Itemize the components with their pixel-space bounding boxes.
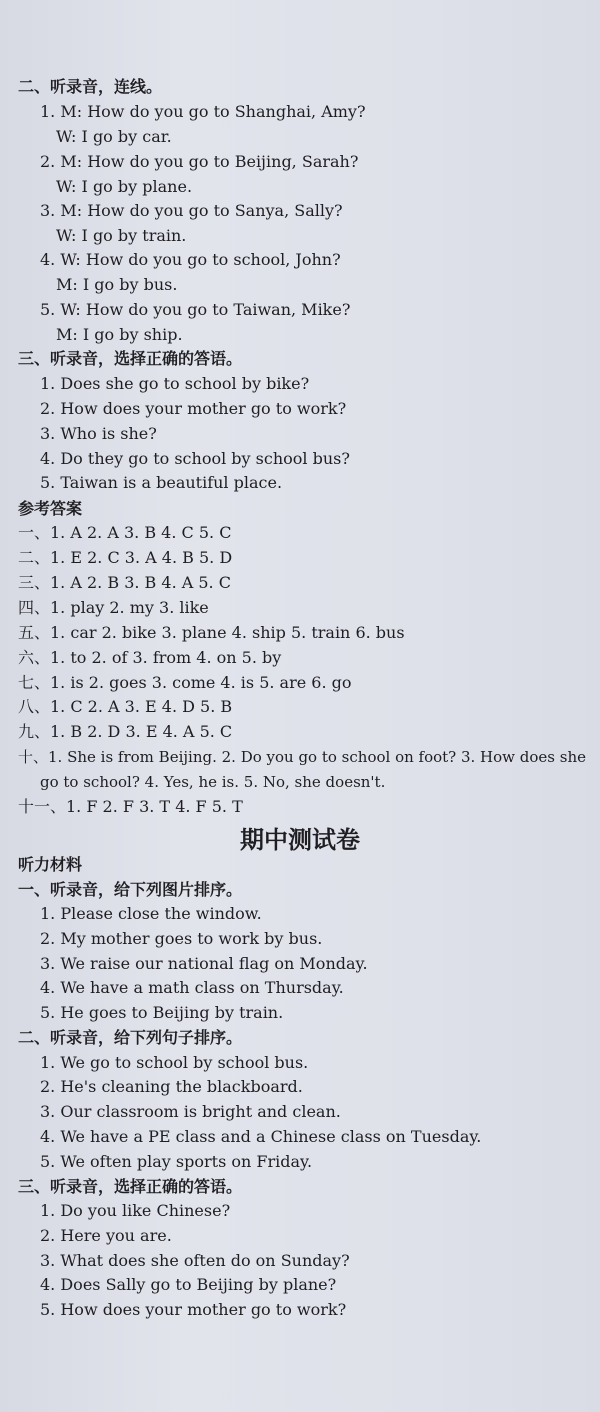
answer-line: 二、1. E 2. C 3. A 4. B 5. D [18, 548, 233, 567]
sentence-line: 4. We have a PE class and a Chinese class on Tuesday. [40, 1127, 482, 1146]
dialogue-line: M: I go by bus. [56, 275, 178, 294]
question-line: 1. Do you like Chinese? [40, 1201, 231, 1220]
listening-material-heading: 听力材料 [18, 855, 83, 874]
answer-line: go to school? 4. Yes, he is. 5. No, she doesn't. [40, 773, 386, 791]
answer-line: 六、1. to 2. of 3. from 4. on 5. by [18, 648, 282, 667]
sentence-line: 2. My mother goes to work by bus. [40, 929, 323, 948]
midterm-title: 期中测试卷 [240, 826, 360, 854]
dialogue-line: 2. M: How do you go to Beijing, Sarah? [40, 152, 359, 171]
sentence-line: 1. We go to school by school bus. [40, 1053, 309, 1072]
question-line: 4. Does Sally go to Beijing by plane? [40, 1275, 337, 1294]
dialogue-line: W: I go by car. [56, 127, 172, 146]
sentence-line: 5. We often play sports on Friday. [40, 1152, 313, 1171]
section-heading: 三、听录音，选择正确的答语。 [18, 349, 243, 368]
question-line: 2. Here you are. [40, 1226, 172, 1245]
sentence-line: 5. He goes to Beijing by train. [40, 1003, 284, 1022]
sentence-line: 3. Our classroom is bright and clean. [40, 1102, 341, 1121]
answer-line: 七、1. is 2. goes 3. come 4. is 5. are 6. go [18, 673, 352, 692]
sentence-line: 3. We raise our national flag on Monday. [40, 954, 368, 973]
answer-line: 三、1. A 2. B 3. B 4. A 5. C [18, 573, 231, 592]
answer-key-heading: 参考答案 [18, 499, 83, 518]
answer-line: 五、1. car 2. bike 3. plane 4. ship 5. train 6. bus [18, 623, 405, 642]
section-heading: 三、听录音，选择正确的答语。 [18, 1177, 243, 1196]
dialogue-line: 5. W: How do you go to Taiwan, Mike? [40, 300, 351, 319]
dialogue-line: W: I go by plane. [56, 177, 193, 196]
dialogue-line: 4. W: How do you go to school, John? [40, 250, 341, 269]
answer-line: 九、1. B 2. D 3. E 4. A 5. C [18, 722, 233, 741]
question-line: 2. How does your mother go to work? [40, 399, 347, 418]
question-line: 5. How does your mother go to work? [40, 1300, 347, 1319]
question-line: 5. Taiwan is a beautiful place. [40, 473, 283, 492]
answer-line: 一、1. A 2. A 3. B 4. C 5. C [18, 523, 232, 542]
dialogue-line: 3. M: How do you go to Sanya, Sally? [40, 201, 343, 220]
dialogue-line: 1. M: How do you go to Shanghai, Amy? [40, 102, 366, 121]
answer-line: 四、1. play 2. my 3. like [18, 598, 209, 617]
section-heading: 二、听录音，连线。 [18, 77, 163, 96]
question-line: 3. Who is she? [40, 424, 157, 443]
answer-line: 八、1. C 2. A 3. E 4. D 5. B [18, 697, 233, 716]
section-heading: 一、听录音，给下列图片排序。 [18, 880, 243, 899]
section-heading: 二、听录音，给下列句子排序。 [18, 1028, 243, 1047]
answer-line: 十一、1. F 2. F 3. T 4. F 5. T [18, 797, 243, 816]
question-line: 3. What does she often do on Sunday? [40, 1251, 350, 1270]
answer-line: 十、1. She is from Beijing. 2. Do you go to school on foot? 3. How does she [18, 748, 586, 766]
sentence-line: 1. Please close the window. [40, 904, 262, 923]
question-line: 4. Do they go to school by school bus? [40, 449, 350, 468]
dialogue-line: M: I go by ship. [56, 325, 183, 344]
question-line: 1. Does she go to school by bike? [40, 374, 310, 393]
sentence-line: 2. He's cleaning the blackboard. [40, 1077, 303, 1096]
sentence-line: 4. We have a math class on Thursday. [40, 978, 344, 997]
dialogue-line: W: I go by train. [56, 226, 187, 245]
